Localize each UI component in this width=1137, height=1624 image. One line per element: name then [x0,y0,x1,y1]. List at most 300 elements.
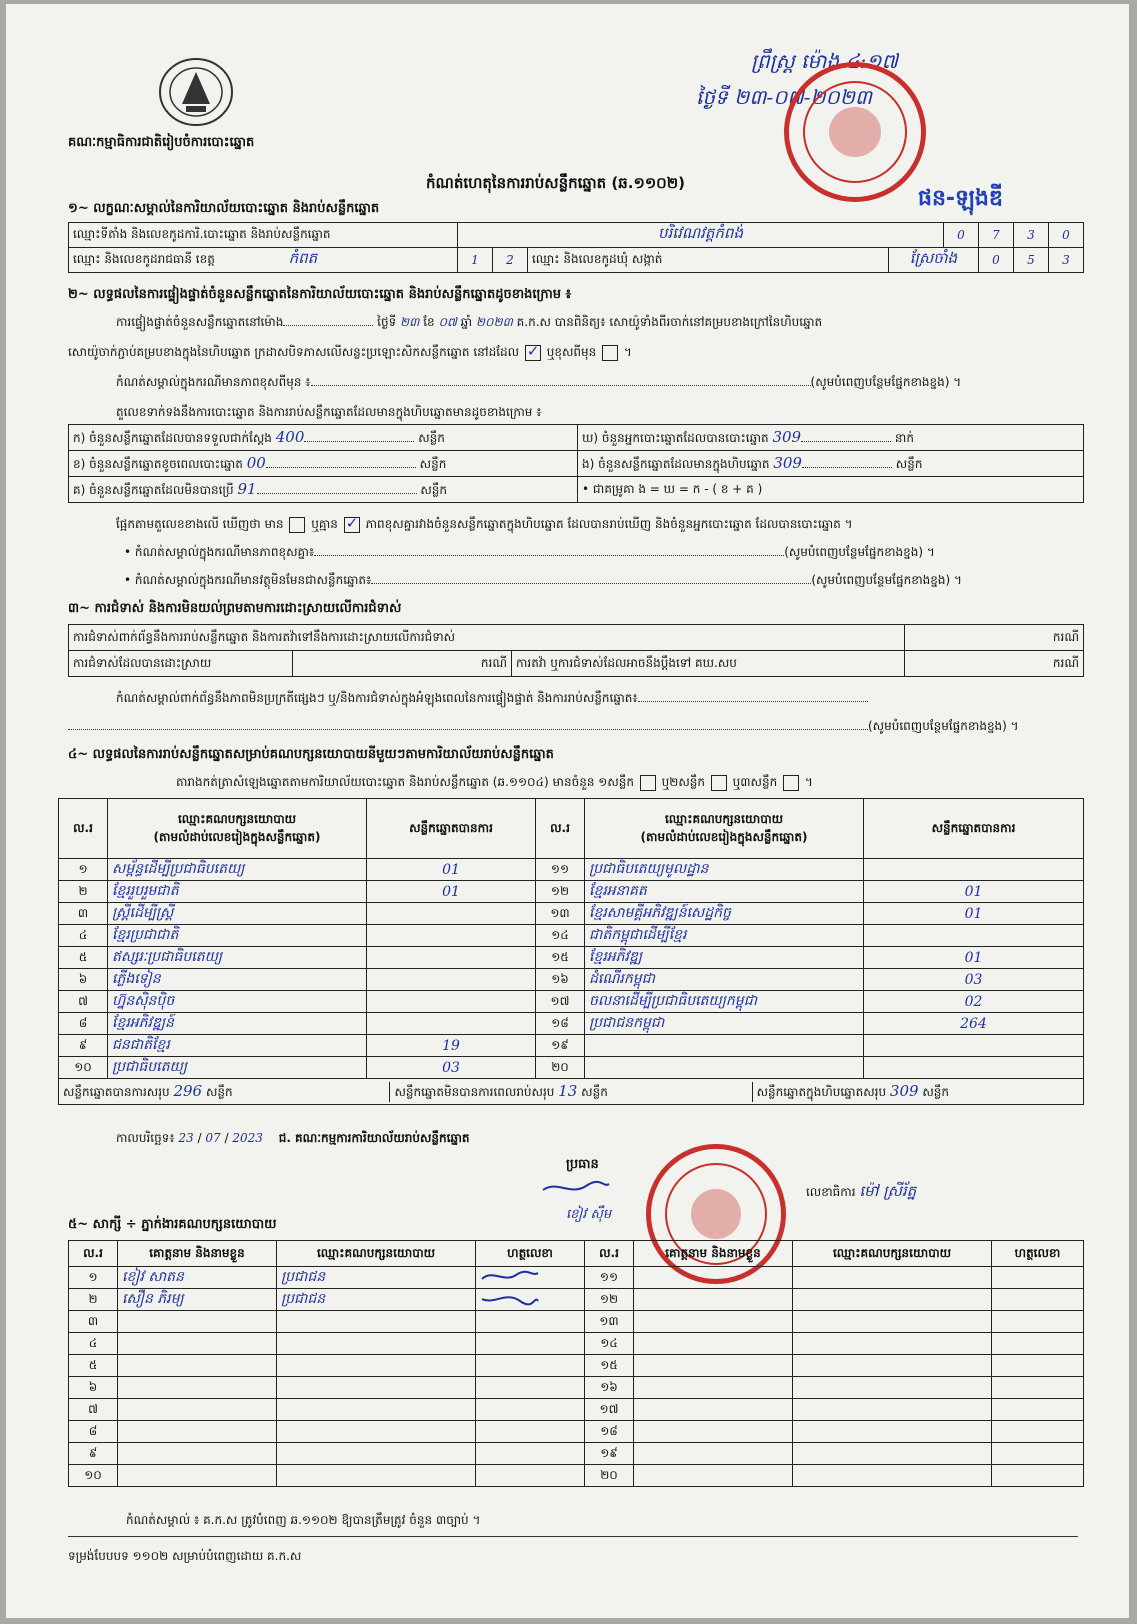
footer-text: ទម្រង់បែបបទ ១១០២ សម្រាប់បំពេញដោយ គ.ក.ស [68,1549,302,1563]
witness-no: ៨ [69,1421,118,1443]
verification-day-label: ថ្ងៃទី [377,315,397,329]
witness-party: ប្រជាជន [277,1267,476,1289]
results-col-votes: សន្លឹកឆ្នោតបានការ [864,799,1084,859]
total-valid-unit: សន្លឹក [205,1084,233,1099]
witness-no: ១០ [69,1465,118,1487]
footnote: កំណត់សម្គាល់ ៖ គ.ក.ស ត្រូវបំពេញ ឆ.១១០២ ឱ្យបានត្រឹមត្រូវ ចំនួន ៣ច្បាប់ ។ [126,1513,481,1527]
witness-signature [992,1399,1084,1421]
witness-party: ប្រជាជន [277,1289,476,1311]
results-party [585,1057,864,1079]
figure-c-value: 91 [237,479,257,498]
handwritten-received-date: ថ្ងៃទី ២៣-០៧-២០២៣ [696,85,872,109]
province-label [69,248,458,273]
org-name: គណៈកម្មាធិការជាតិរៀបចំការបោះឆ្នោត [68,135,255,150]
appeal-case: ករណី [905,651,1084,677]
figure-e-label: ង) ចំនួនសន្លឹកឆ្នោតដែលមានក្នុងហិបឆ្នោត [582,456,770,471]
witness-party [793,1377,992,1399]
formula: • ជាគម្រូគា ង = ឃ = ក - ( ខ + គ ) [578,477,1084,503]
verification-month: ០៧ [438,315,457,329]
verification-seals-text: គ.ក.ស បានពិនិត្យ៖ សោយ៉ូទាំងពីរចាក់នៅគម្របខាងក្រៅនៃហិបឆ្នោត [516,315,823,329]
witness-signature [992,1289,1084,1311]
results-votes [367,947,536,969]
witness-no: ១៩ [585,1443,634,1465]
witness-signature [476,1267,585,1289]
witness-name [634,1355,793,1377]
witness-no: ១៣ [585,1311,634,1333]
results-no: ៦ [59,969,108,991]
witness-row [69,1443,1084,1465]
official-stamp-top [784,62,926,202]
figure-d-value: 309 [772,427,802,446]
compare-line [116,516,853,534]
bullet-foreign-object [124,572,962,590]
compare-none-label: ឬគ្មាន [311,517,338,531]
results-no: ៤ [59,925,108,947]
section3-heading: ៣~ ការជំទាស់ និងការមិនយល់ព្រមតាមការដោះស្រាយលើការជំទាស់ [68,601,402,616]
witness-col-party: ឈ្មោះគណបក្សនយោបាយ [277,1241,476,1267]
party-mark: ផន-ឡុងឌី [918,186,1003,211]
witness-col-party: ឈ្មោះគណបក្សនយោបាយ [793,1241,992,1267]
figure-b-unit: សន្លឹក [419,456,447,471]
results-party: ជាតិកម្ពុជាដើម្បីខ្មែរ [585,925,864,947]
witness-col-name: គោត្តនាម និងនាមខ្លួន [118,1241,277,1267]
witness-party [793,1465,992,1487]
results-votes [864,925,1084,947]
results-no: ១៤ [536,925,585,947]
figure-c-unit: សន្លឹក [420,482,448,497]
witness-col-name: គោត្តនាម និងនាមខ្លួន [634,1241,793,1267]
witness-row [69,1311,1084,1333]
witness-name [634,1399,793,1421]
results-row [59,969,1084,991]
witness-name [634,1443,793,1465]
results-no: ១២ [536,881,585,903]
results-votes: 01 [367,881,536,903]
total-invalid-label: សន្លឹកឆ្នោតមិនបានការពេលរាប់សរុប [394,1084,555,1099]
results-col-party-sub: (តាមលំដាប់លេខរៀងក្នុងសន្លឹកឆ្នោត) [153,829,321,844]
secretary-name: ម៉ៅ ស្រីរ័ត្ន [859,1182,917,1200]
witness-signature [476,1311,585,1333]
results-no: ៨ [59,1013,108,1035]
verification-month-label: ខែ [423,315,435,329]
results-no: ៧ [59,991,108,1013]
witness-row [69,1355,1084,1377]
figure-e-value: 309 [773,453,802,472]
results-party: ខ្មែររួបរួមជាតិ [108,881,367,903]
results-party: ខ្មែរប្រជាជាតិ [108,925,367,947]
verification-time-label: ការផ្ទៀងផ្ទាត់ចំនួនសន្លឹកឆ្នោតនៅម៉ោង [116,315,284,329]
objections-case: ករណី [905,625,1084,651]
witness-party [277,1355,476,1377]
date-label: កាលបរិច្ឆេទ៖ [116,1131,175,1145]
results-votes: 01 [864,881,1084,903]
results-party: ខ្មែរសាមគ្គីអភិវឌ្ឍន៍សេដ្ឋកិច្ច [585,903,864,925]
results-col-no: ល.រ [59,799,108,859]
figures-table [68,424,1084,503]
verification-year-label: ឆ្នាំ [460,315,473,329]
location-label: ឈ្មោះទីតាំង និងលេខកូដការិ.បោះឆ្នោត និងរាប់សន្លឹកឆ្នោត [69,223,458,248]
witness-name [634,1377,793,1399]
verification-seals-text2: សោយ៉ូចាក់ភ្ជាប់គម្របខាងក្នុងនៃហិបឆ្នោត ក្រដាសបិទភាសលើសន្លះប្រឡោះសិកសន្លឹកឆ្នោត នៅដដែល [68,345,520,359]
witness-name [118,1399,277,1421]
figure-b-value: 00 [246,453,266,472]
results-table [58,798,1084,1105]
chair-signature [541,1176,611,1202]
witness-col-sign: ហត្ថលេខា [992,1241,1084,1267]
witness-row [69,1333,1084,1355]
figure-c-label: គ) ចំនួនសន្លឹកឆ្នោតដែលមិនបានប្រើ [73,482,234,497]
total-valid-value: 296 [173,1081,203,1100]
results-col-party-title: ឈ្មោះគណបក្សនយោបាយ [177,811,297,826]
witness-no: ៥ [69,1355,118,1377]
secretary-label: លេខាធិការ [806,1185,856,1199]
commune-label: ឈ្មោះ និងលេខកូដឃុំ សង្កាត់ [528,248,889,273]
total-valid-cell [59,1082,390,1102]
no-difference-checkbox[interactable] [344,517,360,533]
bullet-foreign-label: • កំណត់សម្គាល់ក្នុងករណីមានវត្ថុមិនមែនជាសន្លឹកឆ្នោត៖ [124,573,372,587]
objections-row1: ការជំទាស់ពាក់ព័ន្ធនឹងការរាប់សន្លឹកឆ្នោត និងការតវ៉ាទៅនឹងការដោះស្រាយលើការជំទាស់ [69,625,905,651]
fill-hint: (សូមបំពេញបន្ថែមផ្នែកខាងខ្នង) ។ [810,375,962,389]
witness-signature [476,1333,585,1355]
location-table [68,222,1084,273]
date-line: កាលបរិច្ឆេទ៖ 23 / 07 / 2023 ជ. គណៈកម្មការការិយាល័យរាប់សន្លឹកឆ្នោត [116,1131,470,1145]
results-votes [367,1013,536,1035]
results-col-party-sub: (តាមលំដាប់លេខរៀងក្នុងសន្លឹកឆ្នោត) [640,829,808,844]
witness-name [634,1421,793,1443]
witness-signature [992,1377,1084,1399]
verification-year: ២០២៣ [475,315,513,329]
bullet-difference [124,544,935,562]
witness-no: ១ [69,1267,118,1289]
witness-row [69,1267,1084,1289]
witness-no: ១៦ [585,1377,634,1399]
irregularity-note-cont [68,718,1019,736]
witness-row [69,1421,1084,1443]
witness-party [277,1465,476,1487]
results-no: ១៨ [536,1013,585,1035]
witness-name [634,1267,793,1289]
section5-heading: ៥~ សាក្សី ÷ ភ្នាក់ងារគណបក្សនយោបាយ [68,1217,277,1232]
witness-name [118,1465,277,1487]
total-invalid-value: 13 [558,1081,578,1100]
results-no: ៩ [59,1035,108,1057]
witness-signature [476,1443,585,1465]
witness-signature-mark [480,1289,540,1307]
witness-party [277,1311,476,1333]
committee-label: ជ. គណៈកម្មការការិយាល័យរាប់សន្លឹកឆ្នោត [278,1131,470,1145]
compare-suffix: ភាពខុសគ្នារវាងចំនួនសន្លឹកឆ្នោតក្នុងហិបឆ្នោត ដែលបានរាប់ឃើញ និងចំនួនអ្នកបោះឆ្នោត ដែលបានបោះឆ្នោត ។ [365,517,853,531]
fill-hint: (សូមបំពេញបន្ថែមផ្នែកខាងខ្នង) ។ [868,719,1019,733]
total-invalid-unit: សន្លឹក [581,1084,608,1099]
witness-party [793,1355,992,1377]
total-valid-label: សន្លឹកឆ្នោតបានការសរុប [63,1084,170,1099]
witness-party [277,1399,476,1421]
witness-name [118,1377,277,1399]
witness-no: ២ [69,1289,118,1311]
handwritten-received-note: ព្រឹស្ត្រ ម៉ោង ៤:១៧ [751,49,898,73]
results-votes: 19 [367,1035,536,1057]
commune-digit: 3 [1049,248,1084,273]
results-votes [367,969,536,991]
total-invalid-cell [390,1082,752,1102]
witness-name [118,1333,277,1355]
witness-no: ១១ [585,1267,634,1289]
witness-row [69,1399,1084,1421]
results-party: ឥស្សរៈប្រជាធិបតេយ្យ [108,947,367,969]
results-party: ខ្មែរអភិវឌ្ឍន៍ [108,1013,367,1035]
chair-name: ខៀវ ស៊ឹម [566,1207,612,1222]
results-no: ១៦ [536,969,585,991]
form-title: កំណត់ហេតុនៃការរាប់សន្លឹកឆ្នោត (ឆ.១១០២) [426,174,686,192]
section1-heading: ១~ លក្ខណៈសម្គាល់នៃការិយាល័យបោះឆ្នោត និងរាប់សន្លឹកឆ្នោត [68,201,380,216]
results-no: ៥ [59,947,108,969]
results-no: ២ [59,881,108,903]
results-col-party [585,799,864,859]
results-party: ចលនាដើម្បីប្រជាធិបតេយ្យកម្ពុជា [585,991,864,1013]
figure-a-label: ក) ចំនួនសន្លឹកឆ្នោតដែលបានទទួលជាក់ស្តែង [73,430,272,445]
secretary-line [806,1182,916,1204]
results-party: ហ្វ៊ុនស៊ិនប៉ិច [108,991,367,1013]
witness-signature [992,1333,1084,1355]
results-party: ស្ត្រីដើម្បីស្ត្រី [108,903,367,925]
has-difference-checkbox[interactable] [289,517,305,533]
results-votes: 03 [864,969,1084,991]
form-sheet [6,4,1129,1618]
witness-col-no: ល.រ [585,1241,634,1267]
date-day: 23 [178,1131,194,1145]
witness-name [634,1333,793,1355]
section4-heading: ៤~ លទ្ធផលនៃការរាប់សន្លឹកឆ្នោតសម្រាប់គណបក្សនយោបាយនីមួយៗតាមការិយាល័យរាប់សន្លឹកឆ្នោត [68,747,554,762]
results-row [59,925,1084,947]
results-party: ប្រជាធិបតេយ្យ [108,1057,367,1079]
witness-no: ១៨ [585,1421,634,1443]
results-row [59,881,1084,903]
witness-signature [476,1465,585,1487]
witness-signature [992,1465,1084,1487]
one-sheet-checkbox[interactable] [640,775,656,791]
results-row [59,903,1084,925]
results-row [59,1013,1084,1035]
figure-e-unit: សន្លឹក [895,456,923,471]
witness-row [69,1289,1084,1311]
total-box-unit: សន្លឹក [922,1084,950,1099]
figure-a-value: 400 [275,427,305,446]
three-sheets-checkbox[interactable] [783,775,799,791]
witness-party [277,1421,476,1443]
footer-divider [68,1536,1078,1537]
witness-name: ខៀវ សាតន [118,1267,277,1289]
results-votes: 01 [864,947,1084,969]
witness-party [793,1333,992,1355]
compare-prefix: ផ្អែកតាមតួលេខខាងលើ ឃើញថា មាន [116,517,284,531]
witness-no: ១២ [585,1289,634,1311]
difference-note-label: កំណត់សម្គាល់ក្នុងករណីមានភាពខុសពីមុន ៖ [116,375,311,389]
location-digit: 3 [1014,223,1049,248]
province-value: កំពត [288,249,318,267]
witness-signature [992,1311,1084,1333]
results-party: ខ្មែរអនាគត [585,881,864,903]
results-col-party-title: ឈ្មោះគណបក្សនយោបាយ [664,811,784,826]
results-votes [367,903,536,925]
witness-name: សឿន ភិរម្យ [118,1289,277,1311]
results-no: ១៣ [536,903,585,925]
results-party: ខ្មែរអភិវឌ្ឍ [585,947,864,969]
results-no: ១១ [536,859,585,881]
witness-no: ៣ [69,1311,118,1333]
results-votes [864,1035,1084,1057]
witness-signature [476,1355,585,1377]
results-col-votes: សន្លឹកឆ្នោតបានការ [367,799,536,859]
results-col-no: ល.រ [536,799,585,859]
results-party: ប្រជាជនកម្ពុជា [585,1013,864,1035]
irregularity-note [116,690,868,708]
tally-sheets-3: ឬ៣សន្លឹក [732,775,778,789]
nec-emblem-icon [156,56,236,128]
location-digit: 7 [979,223,1014,248]
province-label-text: ឈ្មោះ និងលេខកូដរាជធានី ខេត្ត [73,252,215,266]
witness-name [118,1311,277,1333]
total-box-label: សន្លឹកឆ្នោតក្នុងហិបឆ្នោតសរុប [756,1084,887,1099]
location-value: បរិវេណវត្តកំពង់ [458,223,944,248]
results-party [585,1035,864,1057]
figure-b-label: ខ) ចំនួនសន្លឹកឆ្នោតខូចពេលបោះឆ្នោត [73,456,243,471]
commune-value: ស្រែចាំង [888,248,978,273]
difference-note [116,374,961,392]
witness-signature [992,1355,1084,1377]
province-code: 1 [458,248,493,273]
witness-signature [476,1289,585,1311]
witness-name [118,1421,277,1443]
witness-signature [476,1421,585,1443]
witness-no: ៤ [69,1333,118,1355]
results-votes [367,991,536,1013]
tally-sheets-2: ឬ២សន្លឹក [661,775,706,789]
results-row [59,859,1084,881]
objections-table [68,624,1084,677]
results-votes: 264 [864,1013,1084,1035]
witness-party [277,1443,476,1465]
results-party: ប្រជាធិបតេយ្យមូលដ្ឋាន [585,859,864,881]
fill-hint: (សូមបំពេញបន្ថែមផ្នែកខាងខ្នង) ។ [784,545,935,559]
figures-intro: តួលេខទាក់ទងនឹងការបោះឆ្នោត និងការរាប់សន្លឹកឆ្នោតដែលមានក្នុងហិបឆ្នោតមានដូចខាងក្រោម ៖ [116,405,542,419]
witness-name [634,1311,793,1333]
tally-sheets-1: តារាងកត់ត្រាសំឡេងឆ្នោតតាមការិយាល័យបោះឆ្នោត និងរាប់សន្លឹកឆ្នោត (ឆ.១១០៤) មានចំនួន ១សន្លឹក [176,775,634,789]
results-no: ២០ [536,1057,585,1079]
witness-signature [992,1421,1084,1443]
location-digit: 0 [1049,223,1084,248]
resolved-case: ករណី [293,651,512,677]
witness-col-sign: ហត្ថលេខា [476,1241,585,1267]
witness-no: ៦ [69,1377,118,1399]
results-votes [864,859,1084,881]
verification-changed-label: ឬខុសពីមុន [546,345,597,359]
total-box-value: 309 [889,1081,919,1100]
witness-signature [476,1399,585,1421]
appeal-label: ការតវ៉ា ឬការជំទាស់ដែលអាចនឹងប្តឹងទៅ គឃ.សប [512,651,905,677]
figure-d-unit: នាក់ [894,430,914,445]
witness-no: ១៧ [585,1399,634,1421]
witness-name [118,1443,277,1465]
witness-party [277,1377,476,1399]
results-party: ជនជាតិខ្មែរ [108,1035,367,1057]
results-row [59,991,1084,1013]
results-no: ១ [59,859,108,881]
witness-party [793,1443,992,1465]
results-party: សម្ព័ន្ធដើម្បីប្រជាធិបតេយ្យ [108,859,367,881]
commune-digit: 0 [979,248,1014,273]
witness-name [634,1465,793,1487]
province-code: 2 [493,248,528,273]
commune-digit: 5 [1014,248,1049,273]
witness-no: ១៤ [585,1333,634,1355]
witness-row [69,1377,1084,1399]
irregularity-note-label: កំណត់សម្គាល់ពាក់ព័ន្ធនឹងភាពមិនប្រក្រតីផ្សេងៗ ឬ/និងការជំទាស់ក្នុងអំឡុងពេលនៃការផ្ទៀងផ្ទាត់ និងការរាប់សន្លឹកឆ្នោត៖ [116,691,638,705]
results-col-party [108,799,367,859]
witness-no: ១៥ [585,1355,634,1377]
witness-col-no: ល.រ [69,1241,118,1267]
date-month: 07 [205,1131,221,1145]
resolved-label: ការជំទាស់ដែលបានដោះស្រាយ [69,651,293,677]
two-sheets-checkbox[interactable] [711,775,727,791]
results-party: ដំណើរកម្ពុជា [585,969,864,991]
results-row [59,947,1084,969]
results-no: ១០ [59,1057,108,1079]
fill-hint: (សូមបំពេញបន្ថែមផ្នែកខាងខ្នង) ។ [811,573,962,587]
witness-signature [476,1377,585,1399]
witness-table [68,1240,1084,1487]
results-votes: 01 [367,859,536,881]
verification-line1 [116,314,822,332]
witness-no: ៧ [69,1399,118,1421]
section2-heading: ២~ លទ្ធផលនៃការផ្ទៀងផ្ទាត់ចំនួនសន្លឹកឆ្នោតនៃការិយាល័យបោះឆ្នោត និងរាប់សន្លឹកឆ្នោតដូចខាងក្រោម ៖ [68,287,572,302]
witness-signature [992,1267,1084,1289]
tally-sheets-line: តារាងកត់ត្រាសំឡេងឆ្នោតតាមការិយាល័យបោះឆ្នោត និងរាប់សន្លឹកឆ្នោត (ឆ.១១០៤) មានចំនួន ១សន្លឹក ឬ២សន្លឹក ឬ៣សន្លឹក ។ [176,775,813,789]
witness-signature [992,1443,1084,1465]
results-votes [367,925,536,947]
verification-line2: សោយ៉ូចាក់ភ្ជាប់គម្របខាងក្នុងនៃហិបឆ្នោត ក្រដាសបិទភាសលើសន្លះប្រឡោះសិកសន្លឹកឆ្នោត នៅដដែល ✓ ឬខុសពីមុន ។ [68,344,632,362]
chair-label: ប្រធាន [566,1157,599,1172]
witness-no: ២០ [585,1465,634,1487]
figure-a-unit: សន្លឹក [418,430,445,445]
witness-no: ៩ [69,1443,118,1465]
figure-d-label: ឃ) ចំនួនអ្នកបោះឆ្នោតដែលបានបោះឆ្នោត [582,430,769,445]
witness-party [277,1333,476,1355]
same-checkbox[interactable] [525,345,541,361]
results-votes: 03 [367,1057,536,1079]
total-box-cell [753,1082,1083,1102]
witness-party [793,1421,992,1443]
results-no: ៣ [59,903,108,925]
changed-checkbox[interactable] [602,345,618,361]
witness-party [793,1399,992,1421]
results-party: ភ្លើងទៀន [108,969,367,991]
results-row [59,1035,1084,1057]
results-row [59,1057,1084,1079]
results-no: ១៥ [536,947,585,969]
results-no: ១៩ [536,1035,585,1057]
witness-party [793,1311,992,1333]
verification-day: ២៣ [400,315,420,329]
witness-party [793,1267,992,1289]
witness-signature-mark [480,1267,540,1285]
witness-row [69,1465,1084,1487]
results-votes [864,1057,1084,1079]
results-votes: 02 [864,991,1084,1013]
witness-party [793,1289,992,1311]
bullet-difference-label: • កំណត់សម្គាល់ក្នុងករណីមានភាពខុសគ្នា៖ [124,545,315,559]
witness-name [634,1289,793,1311]
witness-name [118,1355,277,1377]
